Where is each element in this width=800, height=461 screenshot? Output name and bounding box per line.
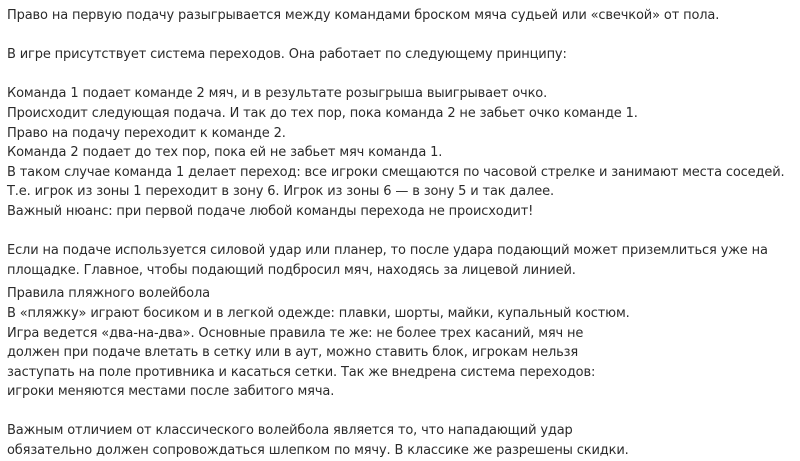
beach-section xyxy=(7,284,797,402)
transitions-line: В таком случае команда 1 делает переход: все игроки смещаются по часовой стрелке и занимают места соседей. xyxy=(7,164,785,180)
transitions-heading: В игре присутствует система переходов. Она работает по следующему принципу: xyxy=(7,47,567,63)
beach-line: должен при подаче влетать в сетку или в аут, можно ставить блок, игрокам нельзя xyxy=(7,345,579,361)
difference-line: обязательно должен сопровождаться шлепком по мячу. В классике же разрешены скидки. xyxy=(7,443,629,459)
power-serve-line: площадке. Главное, чтобы подающий подбросил мяч, находясь за лицевой линией. xyxy=(7,262,576,278)
beach-line: В «пляжку» играют босиком и в легкой одежде: плавки, шорты, майки, купальный костюм. xyxy=(7,305,630,321)
power-serve-line: Если на подаче используется силовой удар или планер, то после удара подающий может приземлиться уже на xyxy=(7,243,768,259)
transitions-paragraph xyxy=(7,84,797,221)
beach-line: заступать на поле противника и касаться сетки. Так же внедрена система переходов: xyxy=(7,364,596,380)
difference-paragraph xyxy=(7,421,797,460)
transitions-line: Команда 1 подает команде 2 мяч, и в результате розыгрыша выигрывает очко. xyxy=(7,86,548,102)
transitions-line: Т.е. игрок из зоны 1 переходит в зону 6. Игрок из зоны 6 — в зону 5 и так далее. xyxy=(7,184,554,200)
transitions-line: Команда 2 подает до тех пор, пока ей не забьет мяч команда 1. xyxy=(7,145,443,161)
transitions-line: Важный нюанс: при первой подаче любой команды перехода не происходит! xyxy=(7,203,534,219)
transitions-line: Происходит следующая подача. И так до тех пор, пока команда 2 не забьет очко команде 1. xyxy=(7,105,638,121)
difference-line: Важным отличием от классического волейбола является то, что нападающий удар xyxy=(7,423,573,439)
beach-title: Правила пляжного волейбола xyxy=(7,286,210,302)
power-serve-paragraph xyxy=(7,241,797,280)
document-body xyxy=(7,6,797,461)
transitions-line: Право на подачу переходит к команде 2. xyxy=(7,125,286,141)
serve-rule-text: Право на первую подачу разыгрывается между командами броском мяча судьей или «свечкой» от пола. xyxy=(7,8,720,23)
beach-line: Игра ведется «два-на-два». Основные правила те же: не более трех касаний, мяч не xyxy=(7,325,584,341)
beach-line: игроки меняются местами после забитого мяча. xyxy=(7,384,335,400)
